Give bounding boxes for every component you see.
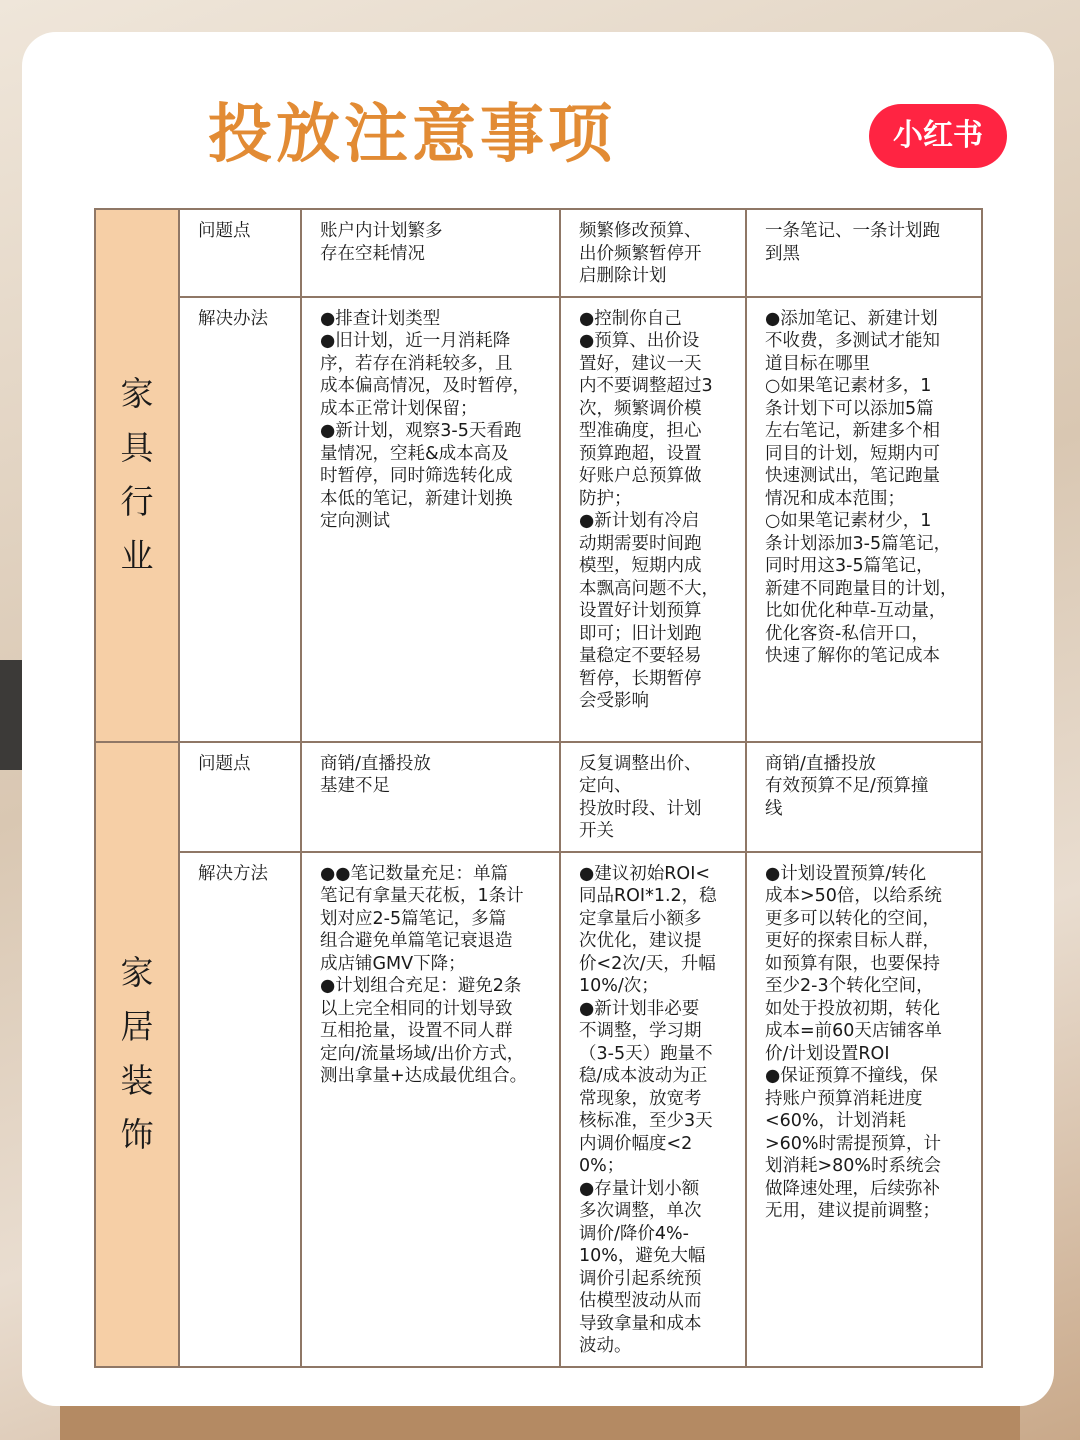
problem-cell: 商销/直播投放 基建不足 <box>301 742 560 852</box>
problem-cell: 频繁修改预算、 出价频繁暂停开 启删除计划 <box>560 209 746 297</box>
row-label: 解决办法 <box>179 297 301 742</box>
table-row <box>95 742 982 852</box>
table-row <box>95 209 982 297</box>
solution-cell: ●计划设置预算/转化 成本>50倍，以给系统 更多可以转化的空间， 更好的探索目标人群， 如预算有限，也要保持 至少2-3个转化空间， 如处于投放初期，转化 成本=前60天店铺客单 价/计划设置ROI ●保证预算不撞线，保 持账户预算消耗进度 <60%，计划消耗 >60%时需提预算，计 划消耗>80%时系统会 做降速处理，后续弥补 无用，建议提前调整； <box>746 852 982 1367</box>
solution-cell: ●添加笔记、新建计划 不收费，多测试才能知 道目标在哪里 ○如果笔记素材多，1 条计划下可以添加5篇 左右笔记，新建多个相 同目的计划，短期内可 快速测试出，笔记跑量 情况和成本范围； ○如果笔记素材少，1 条计划添加3-5篇笔记， 同时用这3-5篇笔记， 新建不同跑量目的计划， 比如优化种草-互动量， 优化客资-私信开口， 快速了解你的笔记成本 <box>746 297 982 742</box>
xiaohongshu-logo: 小红书 <box>869 104 1007 168</box>
table-row <box>95 297 982 742</box>
table-row <box>95 852 982 1367</box>
problem-cell: 反复调整出价、 定向、 投放时段、计划 开关 <box>560 742 746 852</box>
solution-cell: ●建议初始ROI< 同品ROI*1.2，稳 定拿量后小额多 次优化，建议提 价<2次/天，升幅 10%/次； ●新计划非必要 不调整，学习期 （3-5天）跑量不 稳/成本波动为正 常现象，放宽考 核标准，至少3天 内调价幅度<20%； ●存量计划小额 多次调整，单次 调价/降价4%- 10%，避免大幅 调价引起系统预 估模型波动从而 导致拿量和成本 波动。 <box>560 852 746 1367</box>
problem-cell: 一条笔记、一条计划跑 到黑 <box>746 209 982 297</box>
page-title: 投放注意事项 <box>208 98 616 172</box>
industry-label: 家居装饰 <box>120 953 154 1154</box>
problem-cell: 账户内计划繁多 存在空耗情况 <box>301 209 560 297</box>
row-label: 解决方法 <box>179 852 301 1367</box>
industry-cell <box>95 742 179 1367</box>
background-lamp <box>0 660 22 770</box>
industry-cell <box>95 209 179 742</box>
notes-table <box>94 208 983 1368</box>
solution-cell: ●●笔记数量充足：单篇 笔记有拿量天花板，1条计 划对应2-5篇笔记，多篇 组合避免单篇笔记衰退造 成店铺GMV下降； ●计划组合充足：避免2条 以上完全相同的计划导致 互相抢量，设置不同人群 定向/流量场域/出价方式， 测出拿量+达成最优组合。 <box>301 852 560 1367</box>
industry-label: 家具行业 <box>120 374 154 576</box>
row-label: 问题点 <box>179 742 301 852</box>
row-label: 问题点 <box>179 209 301 297</box>
solution-cell: ●排查计划类型 ●旧计划，近一月消耗降 序，若存在消耗较多，且 成本偏高情况，及时暂停， 成本正常计划保留； ●新计划，观察3-5天看跑 量情况，空耗&成本高及 时暂停，同时筛选转化成 本低的笔记，新建计划换 定向测试 <box>301 297 560 742</box>
problem-cell: 商销/直播投放 有效预算不足/预算撞 线 <box>746 742 982 852</box>
solution-cell: ●控制你自己 ●预算、出价设 置好，建议一天 内不要调整超过3 次，频繁调价模 型准确度，担心 预算跑超，设置 好账户总预算做 防护； ●新计划有冷启 动期需要时间跑 模型，短期内成 本飘高问题不大， 设置好计划预算 即可；旧计划跑 量稳定不要轻易 暂停，长期暂停 会受影响 <box>560 297 746 742</box>
